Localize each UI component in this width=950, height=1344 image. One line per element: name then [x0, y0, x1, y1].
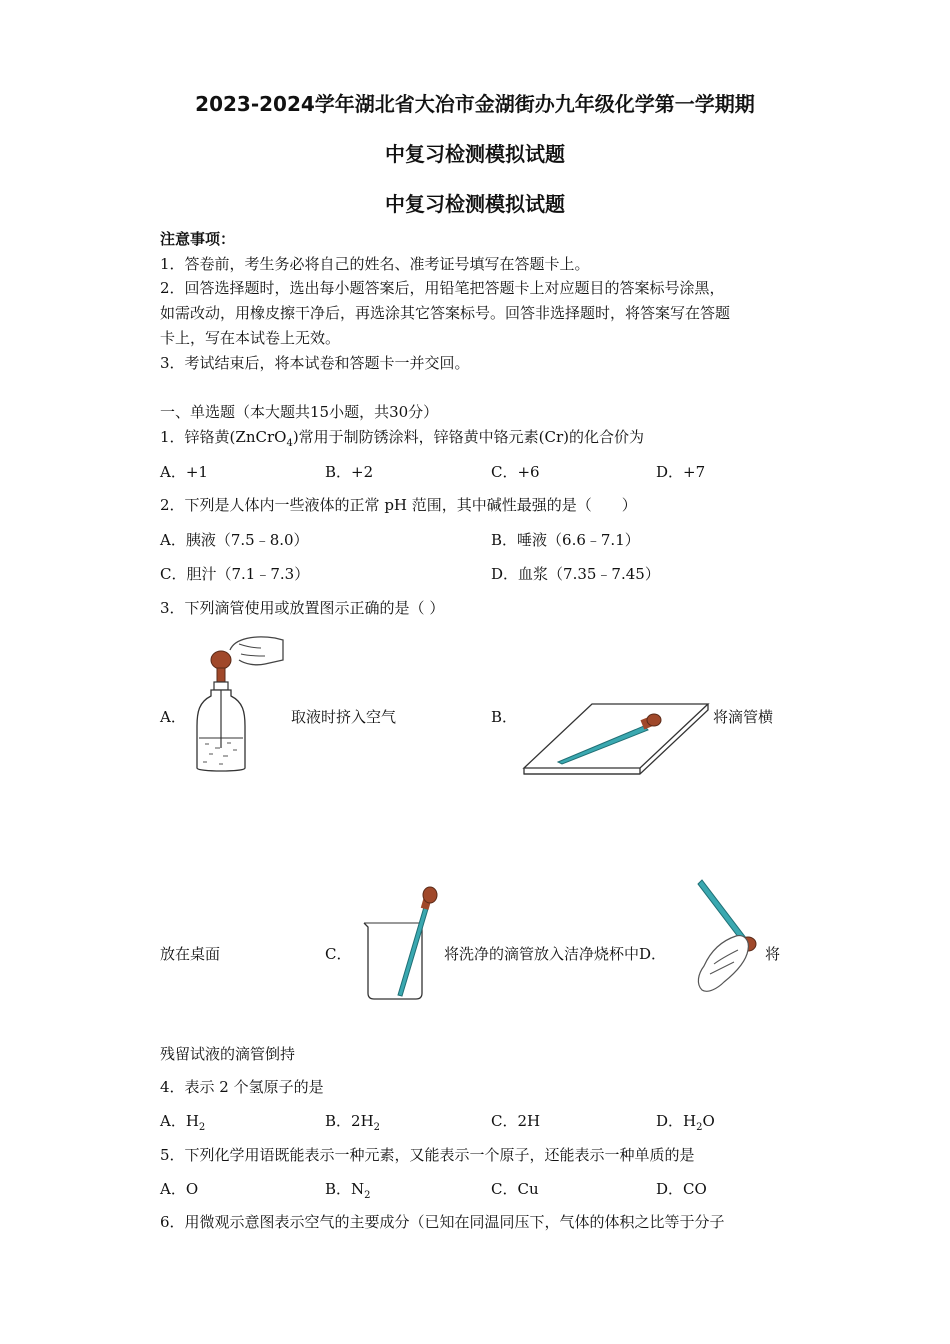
q6-stem: 6．用微观示意图表示空气的主要成分（已知在同温同压下，气体的体积之比等于分子: [160, 1213, 725, 1231]
notice-item-2-line-1: 2．回答选择题时，选出每小题答案后，用铅笔把答题卡上对应题目的答案标号涂黑，: [160, 279, 725, 297]
notice-item-3: 3．考试结束后，将本试卷和答题卡一并交回。: [160, 354, 470, 372]
q2-option-d[interactable]: D．血浆（7.35﹣7.45）: [491, 565, 660, 583]
q3-option-c-text: 将洗净的滴管放入洁净烧杯中D．: [444, 945, 667, 963]
q4-option-d-sub: 2: [696, 1122, 703, 1133]
q1-stem-sub: 4: [286, 438, 293, 449]
q3-figure-b-icon: [520, 700, 710, 780]
q2-option-c[interactable]: C．胆汁（7.1﹣7.3）: [160, 565, 310, 583]
notice-item-2-line-2: 如需改动，用橡皮擦干净后，再选涂其它答案标号。回答非选择题时，将答案写在答题: [160, 304, 731, 322]
q3-figure-c-icon: [358, 885, 438, 1003]
q3-option-a-text: 取液时挤入空气: [291, 708, 397, 726]
title-line-1: 2023-2024学年湖北省大冶市金湖街办九年级化学第一学期期: [195, 92, 755, 116]
q1-stem: [160, 426, 644, 449]
q1-option-a[interactable]: A．+1: [160, 463, 208, 481]
q1-stem-part-a: 1．锌铬黄(ZnCrO: [160, 428, 287, 446]
q1-option-d[interactable]: D．+7: [656, 463, 706, 481]
q5-option-c[interactable]: C．Cu: [491, 1180, 539, 1198]
q1-stem-part-b: )常用于制防锈涂料，锌铬黄中铬元素(Cr)的化合价为: [292, 428, 645, 446]
title-line-2: 中复习检测模拟试题: [385, 142, 565, 166]
q3-option-b-label[interactable]: B．: [491, 708, 518, 726]
q5-option-b-text: B．N: [325, 1180, 365, 1198]
q5-stem: 5．下列化学用语既能表示一种元素，又能表示一个原子，还能表示一种单质的是: [160, 1146, 695, 1164]
q4-option-b[interactable]: [325, 1110, 380, 1133]
q5-option-a[interactable]: A．O: [160, 1180, 199, 1198]
q4-option-b-text: B．2H: [325, 1112, 374, 1130]
q2-stem: 2．下列是人体内一些液体的正常 pH 范围，其中碱性最强的是（ ）: [160, 496, 637, 514]
q4-stem: 4．表示 2 个氢原子的是: [160, 1078, 324, 1096]
q3-option-b-text-continued: 放在桌面: [160, 945, 221, 963]
q1-option-b[interactable]: B．+2: [325, 463, 374, 481]
q4-option-d-text: D．H: [656, 1112, 697, 1130]
q3-figure-a-icon: [195, 630, 285, 775]
q4-option-d-tail: O: [702, 1112, 715, 1130]
notice-item-1: 1．答卷前，考生务必将自己的姓名、准考证号填写在答题卡上。: [160, 255, 590, 273]
q3-option-c-label[interactable]: C．: [325, 945, 352, 963]
q3-option-d-text-continued: 残留试液的滴管倒持: [160, 1045, 296, 1063]
q3-option-a-label[interactable]: A．: [160, 708, 186, 726]
q4-option-a[interactable]: [160, 1110, 205, 1133]
q2-option-a[interactable]: A．胰液（7.5﹣8.0）: [160, 531, 309, 549]
q4-option-b-sub: 2: [373, 1122, 381, 1133]
q3-figure-d-icon: [694, 878, 764, 998]
q1-option-c[interactable]: C．+6: [491, 463, 540, 481]
q5-option-b[interactable]: [325, 1178, 371, 1201]
q5-option-d[interactable]: D．CO: [656, 1180, 707, 1198]
q3-stem: 3．下列滴管使用或放置图示正确的是（ ）: [160, 599, 445, 617]
q4-option-d[interactable]: [656, 1110, 715, 1133]
q2-option-b[interactable]: B．唾液（6.6﹣7.1）: [491, 531, 640, 549]
section-1-heading: 一、单选题（本大题共15小题，共30分）: [160, 403, 439, 421]
q4-option-a-sub: 2: [198, 1122, 206, 1133]
q4-option-c[interactable]: C．2H: [491, 1112, 541, 1130]
notice-item-2-line-3: 卡上，写在本试卷上无效。: [160, 329, 341, 347]
q3-option-d-text: 将: [765, 945, 781, 963]
q5-option-b-sub: 2: [364, 1190, 371, 1201]
q4-option-a-text: A．H: [160, 1112, 199, 1130]
notice-heading: 注意事项：: [160, 230, 236, 248]
q3-option-b-text: 将滴管横: [713, 708, 774, 726]
title-line-3: 中复习检测模拟试题: [385, 192, 565, 216]
